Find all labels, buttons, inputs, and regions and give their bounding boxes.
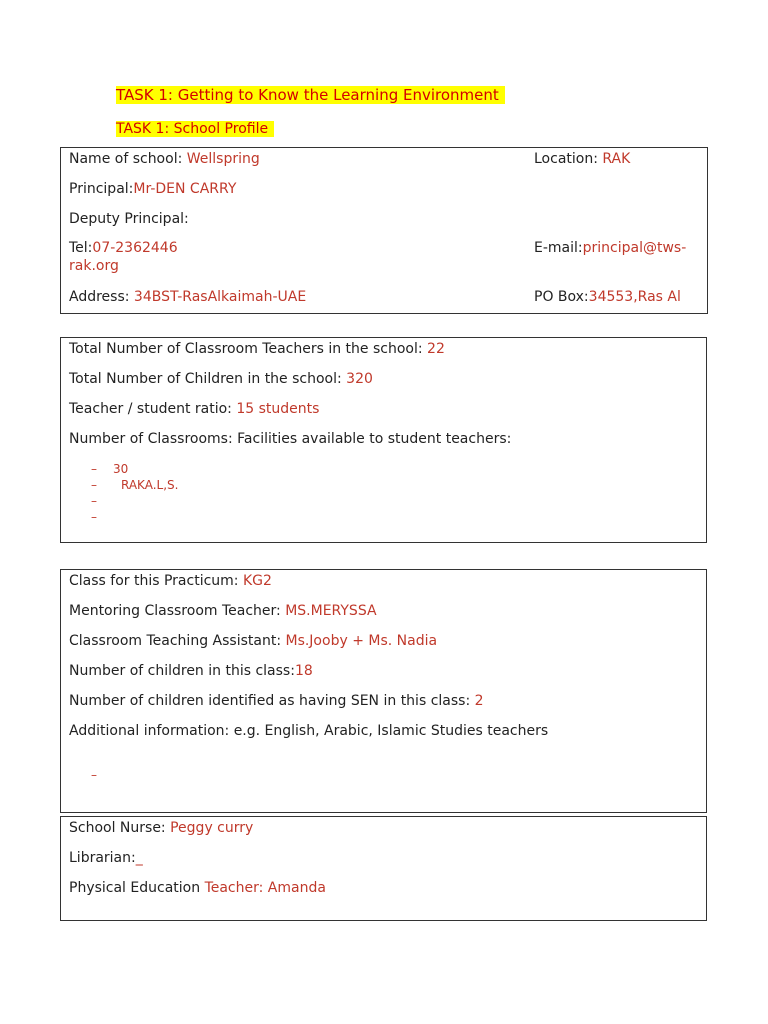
classrooms-row <box>69 431 511 447</box>
nurse-row <box>69 820 253 836</box>
location-value: RAK <box>602 151 631 167</box>
principal-label: Principal: <box>69 181 134 197</box>
ratio-value: 15 students <box>236 401 320 417</box>
librarian-row <box>69 850 143 866</box>
additional-info-row <box>69 723 548 739</box>
librarian-value: _ <box>135 850 143 866</box>
nurse-value: Peggy curry <box>170 820 254 836</box>
facility-item-text: 30 <box>113 462 129 476</box>
pe-label: Physical Education <box>69 880 205 896</box>
tel-row <box>69 240 178 256</box>
school-name-row <box>69 151 260 167</box>
school-profile-box <box>60 147 708 314</box>
practicum-value: KG2 <box>242 573 272 589</box>
mentor-label: Mentoring Classroom Teacher: <box>69 603 286 619</box>
school-name-label: Name of school: <box>69 151 187 167</box>
class-info-box <box>60 569 707 813</box>
additional-info-label: Additional information: e.g. English, Arabic, Islamic Studies teachers <box>69 723 549 739</box>
staff-box <box>60 816 707 921</box>
ratio-label: Teacher / student ratio: <box>69 401 237 417</box>
pe-row <box>69 880 326 896</box>
additional-list-item: – <box>91 768 97 782</box>
location-label: Location: <box>534 151 603 167</box>
sen-value: 2 <box>474 693 484 709</box>
school-name-value: Wellspring <box>186 151 260 167</box>
practicum-row <box>69 573 272 589</box>
assistant-row <box>69 633 437 649</box>
email-label: E-mail: <box>534 240 583 256</box>
ratio-row <box>69 401 319 417</box>
pobox-label: PO Box: <box>534 289 589 305</box>
address-value: 34BST-RasAlkaimah-UAE <box>133 289 307 305</box>
teachers-count-value: 22 <box>427 341 445 357</box>
deputy-label: Deputy Principal: <box>69 211 189 227</box>
email-value-line2: rak.org <box>69 258 119 274</box>
children-count-row <box>69 371 373 387</box>
facility-list-item: – RAKA.L,S. <box>91 478 179 492</box>
task-heading-text: TASK 1: Getting to Know the Learning Environment <box>116 86 505 104</box>
nurse-label: School Nurse: <box>69 820 171 836</box>
children-count-label: Total Number of Children in the school: <box>69 371 347 387</box>
facility-list-item: – <box>91 510 97 524</box>
facility-list-item: – 30 <box>91 462 129 476</box>
children-count-value: 320 <box>346 371 373 387</box>
tel-value: 07-2362446 <box>92 240 178 256</box>
teachers-count-row <box>69 341 445 357</box>
school-stats-box <box>60 337 707 543</box>
pobox-row <box>534 289 681 305</box>
pe-value: Teacher: Amanda <box>204 880 326 896</box>
address-label: Address: <box>69 289 134 305</box>
principal-value: Mr-DEN CARRY <box>133 181 237 197</box>
mentor-row <box>69 603 377 619</box>
sen-label: Number of children identified as having SEN in this class: <box>69 693 475 709</box>
location-row <box>534 151 630 167</box>
class-children-value: 18 <box>294 663 313 679</box>
facility-list-item: – <box>91 494 97 508</box>
librarian-label: Librarian: <box>69 850 136 866</box>
assistant-label: Classroom Teaching Assistant: <box>69 633 286 649</box>
email-continuation-row <box>69 258 119 274</box>
task-subheading-text: TASK 1: School Profile <box>116 121 274 137</box>
practicum-label: Class for this Practicum: <box>69 573 243 589</box>
address-row <box>69 289 306 305</box>
facility-item-text: RAKA.L,S. <box>121 478 179 492</box>
deputy-row <box>69 211 189 227</box>
principal-row <box>69 181 236 197</box>
email-row <box>534 240 686 256</box>
email-value-line1: principal@tws- <box>582 240 687 256</box>
task-subheading <box>116 121 274 137</box>
assistant-value: Ms.Jooby + Ms. Nadia <box>285 633 438 649</box>
teachers-count-label: Total Number of Classroom Teachers in the school: <box>69 341 428 357</box>
task-heading <box>116 86 505 104</box>
classrooms-label: Number of Classrooms: Facilities available to student teachers: <box>69 431 512 447</box>
pobox-value: 34553,Ras Al <box>588 289 681 305</box>
mentor-value: MS.MERYSSA <box>285 603 377 619</box>
tel-label: Tel: <box>69 240 93 256</box>
sen-row <box>69 693 484 709</box>
class-children-label: Number of children in this class: <box>69 663 295 679</box>
class-children-row <box>69 663 313 679</box>
